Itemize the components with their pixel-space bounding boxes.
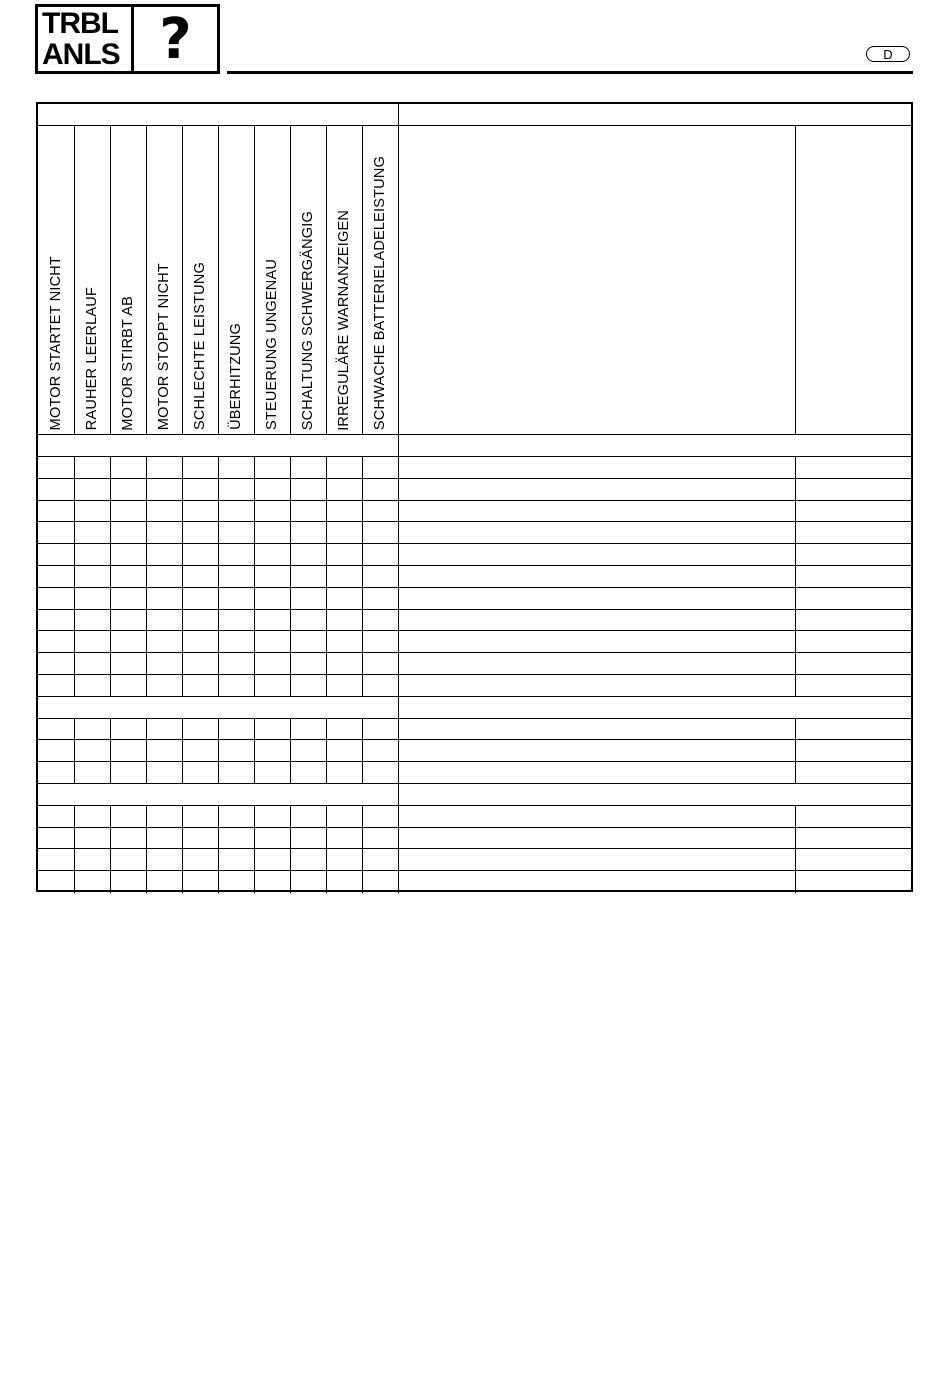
reference-cell <box>795 587 913 609</box>
symptom-mark-cell <box>326 587 362 609</box>
symptom-mark-cell <box>74 653 110 675</box>
symptom-mark-cell <box>146 478 182 500</box>
symptom-mark-cell <box>38 827 74 849</box>
reference-cell <box>795 718 913 740</box>
section-row <box>38 784 913 806</box>
table-row <box>38 740 913 762</box>
symptom-mark-cell <box>218 478 254 500</box>
symptom-mark-cell <box>146 457 182 479</box>
symptom-mark-cell <box>290 849 326 871</box>
symptom-mark-cell <box>110 849 146 871</box>
symptom-mark-cell <box>110 500 146 522</box>
table-row <box>38 871 913 893</box>
section-symptom-cell <box>38 784 398 806</box>
symptom-mark-cell <box>146 566 182 588</box>
symptom-mark-cell <box>218 740 254 762</box>
symptom-mark-cell <box>326 740 362 762</box>
symptom-mark-cell <box>146 827 182 849</box>
symptom-mark-cell <box>182 478 218 500</box>
symptom-mark-cell <box>254 718 290 740</box>
symptom-mark-cell <box>110 544 146 566</box>
symptom-mark-cell <box>146 653 182 675</box>
symptom-mark-cell <box>254 500 290 522</box>
symptom-mark-cell <box>362 849 398 871</box>
symptom-mark-cell <box>362 718 398 740</box>
symptom-column-header <box>254 126 290 435</box>
symptom-mark-cell <box>362 653 398 675</box>
section-title-cell <box>398 696 913 718</box>
symptom-column-header <box>362 126 398 435</box>
symptom-mark-cell <box>218 631 254 653</box>
symptom-mark-cell <box>326 500 362 522</box>
symptom-mark-cell <box>74 609 110 631</box>
symptom-mark-cell <box>326 522 362 544</box>
symptom-mark-cell <box>290 566 326 588</box>
symptom-mark-cell <box>110 609 146 631</box>
symptom-label: MOTOR STOPPT NICHT <box>156 263 172 431</box>
logo-line-1: TRBL <box>42 7 118 40</box>
symptom-mark-cell <box>326 849 362 871</box>
symptom-mark-cell <box>254 805 290 827</box>
symptom-mark-cell <box>254 566 290 588</box>
symptom-mark-cell <box>182 718 218 740</box>
check-item-cell <box>398 544 795 566</box>
symptom-mark-cell <box>182 740 218 762</box>
section-symptom-cell <box>38 696 398 718</box>
symptom-mark-cell <box>182 762 218 784</box>
question-mark-icon: ? <box>159 6 192 72</box>
symptom-mark-cell <box>110 740 146 762</box>
section-row <box>38 435 913 457</box>
symptom-mark-cell <box>218 653 254 675</box>
check-item-cell <box>398 653 795 675</box>
check-item-cell <box>398 805 795 827</box>
symptom-mark-cell <box>146 544 182 566</box>
check-item-cell <box>398 609 795 631</box>
symptom-mark-cell <box>326 762 362 784</box>
symptom-mark-cell <box>254 609 290 631</box>
table-row <box>38 609 913 631</box>
symptom-mark-cell <box>110 566 146 588</box>
symptom-mark-cell <box>218 805 254 827</box>
symptom-mark-cell <box>182 805 218 827</box>
symptom-mark-cell <box>38 805 74 827</box>
symptom-mark-cell <box>326 609 362 631</box>
symptom-mark-cell <box>254 631 290 653</box>
symptom-mark-cell <box>362 587 398 609</box>
reference-cell <box>795 544 913 566</box>
symptom-mark-cell <box>326 718 362 740</box>
symptom-mark-cell <box>38 457 74 479</box>
reference-cell <box>795 500 913 522</box>
symptom-mark-cell <box>218 718 254 740</box>
symptom-mark-cell <box>146 522 182 544</box>
symptom-mark-cell <box>38 566 74 588</box>
troubleshooting-table <box>36 102 913 892</box>
check-item-cell <box>398 871 795 893</box>
section-symptom-cell <box>38 435 398 457</box>
symptom-mark-cell <box>38 544 74 566</box>
reference-cell <box>795 631 913 653</box>
table-row <box>38 631 913 653</box>
symptom-group-header <box>38 104 398 126</box>
symptom-label: STEUERUNG UNGENAU <box>264 259 280 431</box>
symptom-mark-cell <box>182 631 218 653</box>
check-item-cell <box>398 718 795 740</box>
symptom-mark-cell <box>74 827 110 849</box>
symptom-column-header <box>326 126 362 435</box>
symptom-mark-cell <box>290 762 326 784</box>
symptom-mark-cell <box>290 587 326 609</box>
symptom-column-header <box>218 126 254 435</box>
symptom-mark-cell <box>146 762 182 784</box>
symptom-mark-cell <box>326 871 362 893</box>
symptom-mark-cell <box>254 675 290 697</box>
symptom-mark-cell <box>74 762 110 784</box>
symptom-mark-cell <box>74 805 110 827</box>
check-item-cell <box>398 827 795 849</box>
symptom-mark-cell <box>182 500 218 522</box>
symptom-mark-cell <box>362 566 398 588</box>
symptom-mark-cell <box>146 675 182 697</box>
symptom-mark-cell <box>218 609 254 631</box>
symptom-mark-cell <box>110 478 146 500</box>
symptom-mark-cell <box>38 587 74 609</box>
symptom-mark-cell <box>362 827 398 849</box>
symptom-mark-cell <box>38 500 74 522</box>
symptom-mark-cell <box>38 675 74 697</box>
symptom-mark-cell <box>218 522 254 544</box>
symptom-mark-cell <box>362 871 398 893</box>
symptom-mark-cell <box>38 849 74 871</box>
symptom-mark-cell <box>110 871 146 893</box>
section-row <box>38 696 913 718</box>
symptom-mark-cell <box>254 587 290 609</box>
symptom-mark-cell <box>146 718 182 740</box>
table-row <box>38 827 913 849</box>
symptom-mark-cell <box>326 805 362 827</box>
check-element-header <box>398 126 795 435</box>
symptom-mark-cell <box>254 849 290 871</box>
reference-cell <box>795 871 913 893</box>
symptom-label: IRREGULÄRE WARNANZEIGEN <box>336 209 352 431</box>
symptom-mark-cell <box>182 609 218 631</box>
check-item-cell <box>398 849 795 871</box>
symptom-mark-cell <box>182 849 218 871</box>
symptom-mark-cell <box>326 675 362 697</box>
symptom-mark-cell <box>290 478 326 500</box>
symptom-label: MOTOR STIRBT AB <box>120 295 136 431</box>
symptom-mark-cell <box>218 566 254 588</box>
symptom-mark-cell <box>146 871 182 893</box>
reference-cell <box>795 805 913 827</box>
symptom-mark-cell <box>182 653 218 675</box>
symptom-mark-cell <box>290 718 326 740</box>
reference-cell <box>795 675 913 697</box>
symptom-mark-cell <box>182 827 218 849</box>
symptom-mark-cell <box>74 478 110 500</box>
symptom-mark-cell <box>110 675 146 697</box>
symptom-mark-cell <box>110 718 146 740</box>
symptom-column-header <box>38 126 74 435</box>
symptom-mark-cell <box>326 827 362 849</box>
symptom-label: SCHWACHE BATTERIELADELEISTUNG <box>372 156 389 431</box>
symptom-mark-cell <box>290 609 326 631</box>
symptom-mark-cell <box>146 609 182 631</box>
symptom-mark-cell <box>290 653 326 675</box>
symptom-mark-cell <box>362 500 398 522</box>
symptom-mark-cell <box>74 566 110 588</box>
symptom-mark-cell <box>110 587 146 609</box>
symptom-mark-cell <box>290 871 326 893</box>
symptom-mark-cell <box>74 544 110 566</box>
symptom-mark-cell <box>110 653 146 675</box>
symptom-column-header <box>182 126 218 435</box>
reference-cell <box>795 609 913 631</box>
symptom-label: RAUHER LEERLAUF <box>84 287 100 431</box>
symptom-mark-cell <box>74 675 110 697</box>
reference-cell <box>795 522 913 544</box>
reference-cell <box>795 849 913 871</box>
symptom-mark-cell <box>110 805 146 827</box>
symptom-mark-cell <box>110 631 146 653</box>
symptom-mark-cell <box>290 827 326 849</box>
symptom-mark-cell <box>290 544 326 566</box>
symptom-mark-cell <box>38 653 74 675</box>
check-group-header <box>398 104 913 126</box>
reference-cell <box>795 478 913 500</box>
symptom-mark-cell <box>254 827 290 849</box>
symptom-label: SCHALTUNG SCHWERGÄNGIG <box>300 211 316 431</box>
check-item-cell <box>398 631 795 653</box>
table-row <box>38 587 913 609</box>
symptom-mark-cell <box>182 587 218 609</box>
table-row <box>38 478 913 500</box>
table-row <box>38 457 913 479</box>
symptom-mark-cell <box>146 631 182 653</box>
symptom-mark-cell <box>74 522 110 544</box>
symptom-mark-cell <box>218 827 254 849</box>
symptom-column-header <box>74 126 110 435</box>
symptom-mark-cell <box>38 631 74 653</box>
symptom-mark-cell <box>74 631 110 653</box>
symptom-mark-cell <box>146 805 182 827</box>
symptom-mark-cell <box>182 675 218 697</box>
symptom-mark-cell <box>326 544 362 566</box>
symptom-mark-cell <box>254 457 290 479</box>
symptom-mark-cell <box>74 740 110 762</box>
symptom-mark-cell <box>362 544 398 566</box>
symptom-mark-cell <box>326 653 362 675</box>
symptom-mark-cell <box>362 631 398 653</box>
symptom-mark-cell <box>110 827 146 849</box>
symptom-mark-cell <box>146 740 182 762</box>
table-row <box>38 522 913 544</box>
reference-cell <box>795 762 913 784</box>
symptom-mark-cell <box>362 762 398 784</box>
troubleshooting-grid <box>38 104 913 893</box>
trbl-anls-logo <box>35 4 220 74</box>
reference-cell <box>795 457 913 479</box>
table-row <box>38 805 913 827</box>
table-row <box>38 718 913 740</box>
symptom-label: MOTOR STARTET NICHT <box>47 255 64 431</box>
symptom-mark-cell <box>38 762 74 784</box>
symptom-mark-cell <box>182 522 218 544</box>
symptom-mark-cell <box>74 718 110 740</box>
symptom-mark-cell <box>146 849 182 871</box>
symptom-mark-cell <box>74 587 110 609</box>
table-row <box>38 500 913 522</box>
symptom-mark-cell <box>290 675 326 697</box>
symptom-mark-cell <box>110 762 146 784</box>
symptom-mark-cell <box>362 522 398 544</box>
symptom-mark-cell <box>218 544 254 566</box>
symptom-mark-cell <box>290 805 326 827</box>
table-row <box>38 849 913 871</box>
symptom-mark-cell <box>362 805 398 827</box>
symptom-mark-cell <box>362 675 398 697</box>
reference-cell <box>795 566 913 588</box>
reference-cell <box>795 740 913 762</box>
reference-cell <box>795 653 913 675</box>
symptom-mark-cell <box>326 566 362 588</box>
symptom-mark-cell <box>290 631 326 653</box>
symptom-mark-cell <box>362 457 398 479</box>
logo-line-2: ANLS <box>42 38 120 71</box>
header-rule <box>227 71 913 74</box>
symptom-mark-cell <box>254 544 290 566</box>
symptom-label: ÜBERHITZUNG <box>228 323 244 431</box>
symptom-mark-cell <box>110 457 146 479</box>
symptom-mark-cell <box>254 522 290 544</box>
symptom-mark-cell <box>74 457 110 479</box>
symptom-mark-cell <box>290 740 326 762</box>
symptom-mark-cell <box>182 566 218 588</box>
check-item-cell <box>398 762 795 784</box>
check-item-cell <box>398 587 795 609</box>
symptom-mark-cell <box>254 740 290 762</box>
symptom-label: SCHLECHTE LEISTUNG <box>192 262 208 431</box>
symptom-mark-cell <box>254 762 290 784</box>
header-title-row <box>38 104 913 126</box>
symptom-column-header <box>290 126 326 435</box>
symptom-mark-cell <box>38 478 74 500</box>
check-item-cell <box>398 478 795 500</box>
symptom-mark-cell <box>362 740 398 762</box>
symptom-mark-cell <box>290 522 326 544</box>
symptom-mark-cell <box>218 871 254 893</box>
section-title-cell <box>398 784 913 806</box>
check-item-cell <box>398 522 795 544</box>
symptom-mark-cell <box>218 849 254 871</box>
symptom-mark-cell <box>74 500 110 522</box>
check-item-cell <box>398 675 795 697</box>
symptom-mark-cell <box>110 522 146 544</box>
symptom-mark-cell <box>218 762 254 784</box>
symptom-column-header <box>110 126 146 435</box>
symptom-mark-cell <box>74 871 110 893</box>
symptom-mark-cell <box>362 478 398 500</box>
table-row <box>38 653 913 675</box>
check-item-cell <box>398 566 795 588</box>
symptom-mark-cell <box>38 609 74 631</box>
logo-text <box>38 7 134 71</box>
symptom-mark-cell <box>146 587 182 609</box>
symptom-label-row <box>38 126 913 435</box>
table-row <box>38 544 913 566</box>
symptom-mark-cell <box>290 457 326 479</box>
symptom-mark-cell <box>254 478 290 500</box>
table-row <box>38 675 913 697</box>
symptom-mark-cell <box>326 631 362 653</box>
symptom-mark-cell <box>326 478 362 500</box>
section-title-cell <box>398 435 913 457</box>
language-badge: D <box>866 46 910 62</box>
symptom-mark-cell <box>218 457 254 479</box>
check-item-cell <box>398 457 795 479</box>
symptom-mark-cell <box>218 500 254 522</box>
symptom-mark-cell <box>182 457 218 479</box>
symptom-mark-cell <box>290 500 326 522</box>
symptom-mark-cell <box>146 500 182 522</box>
symptom-mark-cell <box>74 849 110 871</box>
symptom-mark-cell <box>254 871 290 893</box>
symptom-mark-cell <box>182 871 218 893</box>
symptom-column-header <box>146 126 182 435</box>
symptom-mark-cell <box>254 653 290 675</box>
symptom-mark-cell <box>38 718 74 740</box>
reference-cell <box>795 827 913 849</box>
symptom-mark-cell <box>362 609 398 631</box>
table-row <box>38 762 913 784</box>
symptom-mark-cell <box>38 740 74 762</box>
check-item-cell <box>398 740 795 762</box>
symptom-mark-cell <box>182 544 218 566</box>
check-item-cell <box>398 500 795 522</box>
symptom-mark-cell <box>38 871 74 893</box>
symptom-mark-cell <box>326 457 362 479</box>
reference-page-header <box>795 126 913 435</box>
symptom-mark-cell <box>218 587 254 609</box>
symptom-mark-cell <box>218 675 254 697</box>
table-row <box>38 566 913 588</box>
symptom-mark-cell <box>38 522 74 544</box>
